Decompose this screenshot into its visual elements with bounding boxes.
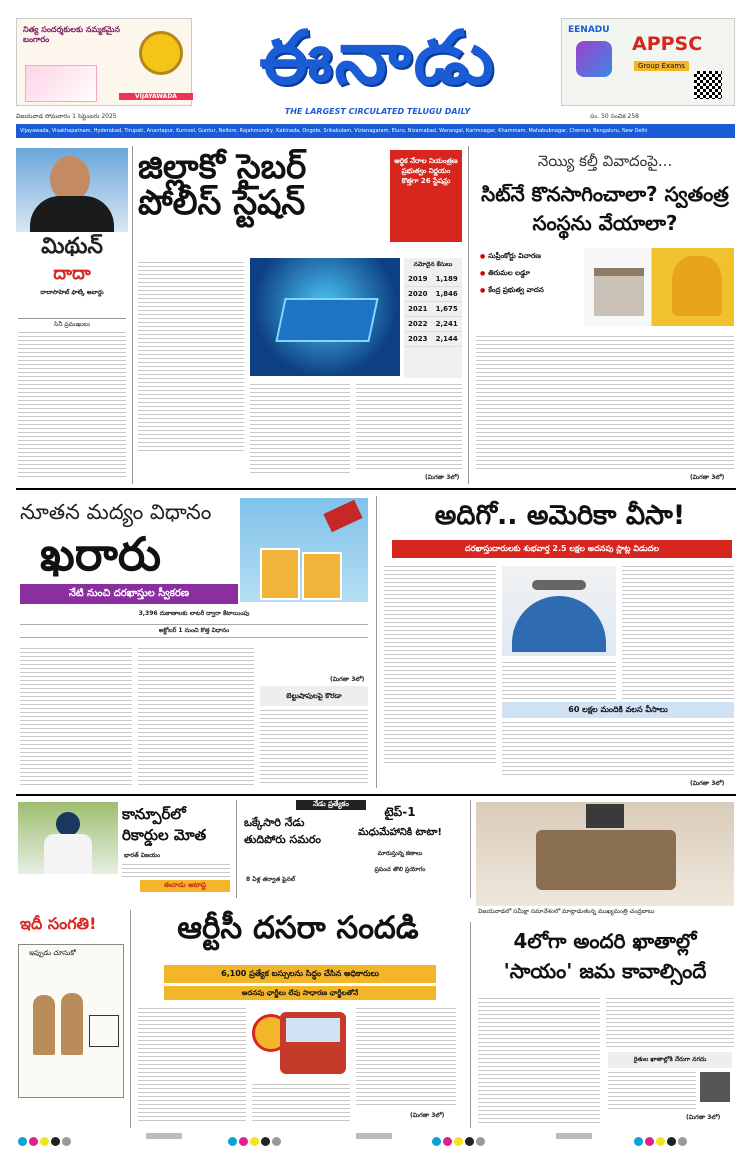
rtc-bus-image [250,1006,350,1080]
ghee-bullet: ● తిరుమల లడ్డూ [480,265,580,282]
cartoon-caption: ఇప్పుడు చూసుకో [29,949,76,957]
visa-body-col4 [502,722,734,778]
mithun-sub: దాదాసాహెబ్ ఫాల్కే అవార్డు [40,289,104,296]
chikeri-col2b: మారుస్తున్న కణాలు [377,850,423,857]
cyber-table-title: నమోదైన కేసులు [413,261,453,268]
year-cell: 2023 [404,332,432,347]
ad-left[interactable] [16,18,192,106]
cases-cell: 1,675 [432,302,462,317]
liquor-kicker: నూతన మద్యం విధానం [20,500,212,524]
chikeri-col2c: ప్రపంచ తొలి ప్రయోగం [374,866,426,873]
chikeri-col2: మధుమేహానికి టాటా! [358,827,442,838]
liquor-sub: నేటి నుంచి దరఖాస్తుల స్వీకరణ [20,584,238,604]
cyber-headline: జిల్లాకో సైబర్ పోలీస్ స్టేషన్ [138,147,307,223]
cyber-red-box: ఆర్థిక నేరాల నియంత్రణ ప్రభుత్వం నిర్ణయం కొత్తగా 26 స్టేషన్లు [390,150,462,242]
cartoon-title: ఇదీ సంగతి! [20,914,97,933]
chikeri-col1: ఒక్కేసారి నేడు తుదిపోరు సమరం [244,816,321,847]
cartoon-image [18,944,124,1098]
year-cell: 2020 [404,287,432,302]
cyber-body-col2 [250,384,350,476]
rtc-headline: ఆర్టీసీ దసరా సందడి [177,910,419,946]
year-cell: 2022 [404,317,432,332]
visa-strip: దరఖాస్తుదారులకు శుభవార్త 2.5 లక్షల అదనపు స్లాట్ల విడుదల [392,540,732,558]
accounts-headline: 4లోగా అందరి ఖాతాల్లో 'సాయం' జమ కావాల్సిందే [503,929,707,983]
liquor-image [240,498,368,602]
accounts-end: (మిగతా 3లో) [686,1114,721,1121]
liquor-body-col1 [20,648,132,786]
ad-left-graph [25,65,97,102]
ghee-body [476,336,734,472]
accounts-box: రైతుల ఖాతాల్లోకి నేరుగా నగదు [608,1052,732,1068]
accounts-body-col3 [608,1072,696,1112]
kanpur-photo [18,802,118,874]
cm-meeting-photo [476,802,734,906]
rtc-strip1: 6,100 ప్రత్యేక బస్సులను సిద్ధం చేసిన అధికారులు [164,965,436,983]
year-cell: 2019 [404,272,432,287]
cyber-stats-table [404,272,462,347]
kanpur-body [122,864,230,878]
ghee-kicker: నెయ్యి కల్తీ వివాదంపై... [537,152,673,170]
liquor-line1: 3,396 దుకాణాలకు లాటరీ ద్వారా కేటాయింపు [138,610,250,617]
ghee-bullet: ● కేంద్ర ప్రభుత్వ వాదన [480,282,580,299]
ghee-headline: సిట్‌నే కొనసాగించాలా? స్వతంత్ర సంస్థను వేయాలా? [481,182,729,235]
visa-body-col3 [622,566,734,700]
ad-left-logo-icon [139,31,183,75]
cases-cell: 2,241 [432,317,462,332]
cyber-end: (మిగతా 3లో) [425,474,460,481]
chikeri-label: నేడు ప్రత్యేకం [296,800,366,810]
visa-image [502,566,616,656]
liquor-body-col2 [138,648,254,786]
accounts-body-col1 [478,998,600,1126]
ad-right[interactable] [561,18,735,106]
cases-cell: 2,144 [432,332,462,347]
liquor-headline: ఖరారు [40,527,162,581]
cyber-body-col3 [356,384,462,470]
mithun-photo [16,148,128,232]
masthead-tagline: THE LARGEST CIRCULATED TELUGU DAILY [284,107,471,116]
masthead-title: ఈనాడు [259,15,496,101]
rtc-body-col2 [252,1084,350,1124]
cases-cell: 1,846 [432,287,462,302]
cyber-body-col1 [138,262,244,452]
ad-right-brand: APPSC [632,33,703,55]
accounts-photo [700,1072,730,1102]
liquor-body-col3 [260,710,368,786]
ad-right-logo-icon [576,41,612,77]
cases-cell: 1,189 [432,272,462,287]
editions-strip: Vijayawada, Visakhapatnam, Hyderabad, Tirupati, Anantapur, Kurnool, Guntur, Nellore, Rajahmundry, Kakinada, Ongole, Srikakulam, Vizianagaram, Eluru, Nizamabad, Warangal, Karimnagar, Khammam, Mahabubnagar, Chennai, Bengaluru, New Delhi [16,124,735,138]
mithun-name2: దాదా [53,263,91,284]
mithun-body [18,332,126,478]
ad-right-sub: Group Exams [634,61,689,71]
liquor-line2: అక్టోబర్ 1 నుంచి కొత్త విధానం [20,624,368,638]
ad-left-text: నిత్య సందర్శకులకు నమ్మకమైన బంగారం [23,25,121,45]
ad-right-left-logo: EENADU [568,25,610,35]
visa-end: (మిగతా 3లో) [690,780,725,787]
rtc-body-col3 [356,1008,456,1108]
visa-body-col2 [502,662,616,700]
cyber-image [250,258,400,376]
liquor-end: (మిగతా 3లో) [330,676,365,683]
accounts-body-col2 [606,998,734,1048]
cyber-table-box [404,258,462,378]
registration-marks [16,1130,736,1142]
kanpur-sub: భారత్ విజయం [124,852,161,859]
cm-meeting-caption: విజయవాడలో సమీక్షా సమావేశంలో మాట్లాడుతున్న ముఖ్యమంత్రి చంద్రబాబు [478,908,655,915]
mithun-name: మిథున్ [41,234,103,259]
liquor-box: బెల్టుషాపులపై కొరడా [260,686,368,706]
visa-box: 60 లక్షల మందికి వలస వీసాలు [502,702,734,718]
chikeri-col1b: 8 ఏళ్ల తర్వాత ఫైనల్ [246,876,296,883]
mithun-tag: సినీ ప్రముఖులు [18,318,126,329]
ghee-bullets [480,248,580,298]
rtc-end: (మిగతా 3లో) [410,1112,445,1119]
ghee-end: (మిగతా 3లో) [690,474,725,481]
visa-headline: అదిగో.. అమెరికా వీసా! [434,500,686,531]
dateline-left: విజయవాడ సోమవారం 1 సెప్టెంబరు 2025 [16,113,117,120]
dateline-right: సం. 50 సంచిక 258 [590,113,639,120]
chikeri-col2-title: టైప్-1 [384,805,416,819]
rtc-strip2: అదనపు ఛార్జీలు లేవు సాధారణ ఛార్జీలతోనే [164,986,436,1000]
rtc-body-col1 [138,1008,246,1124]
qr-code-icon [694,71,722,99]
year-cell: 2021 [404,302,432,317]
kanpur-headline: కాన్పూర్‌లో రికార్డుల మోత [122,805,207,844]
ghee-image [584,248,734,326]
visa-body-col1 [384,566,496,764]
ad-left-brand: VIJAYAWADA [119,93,193,100]
kanpur-brand: ఈనాడు ఆటాప్ట [140,880,230,892]
ghee-bullet: ● సుప్రీంకోర్టు విచారణ [480,248,580,265]
